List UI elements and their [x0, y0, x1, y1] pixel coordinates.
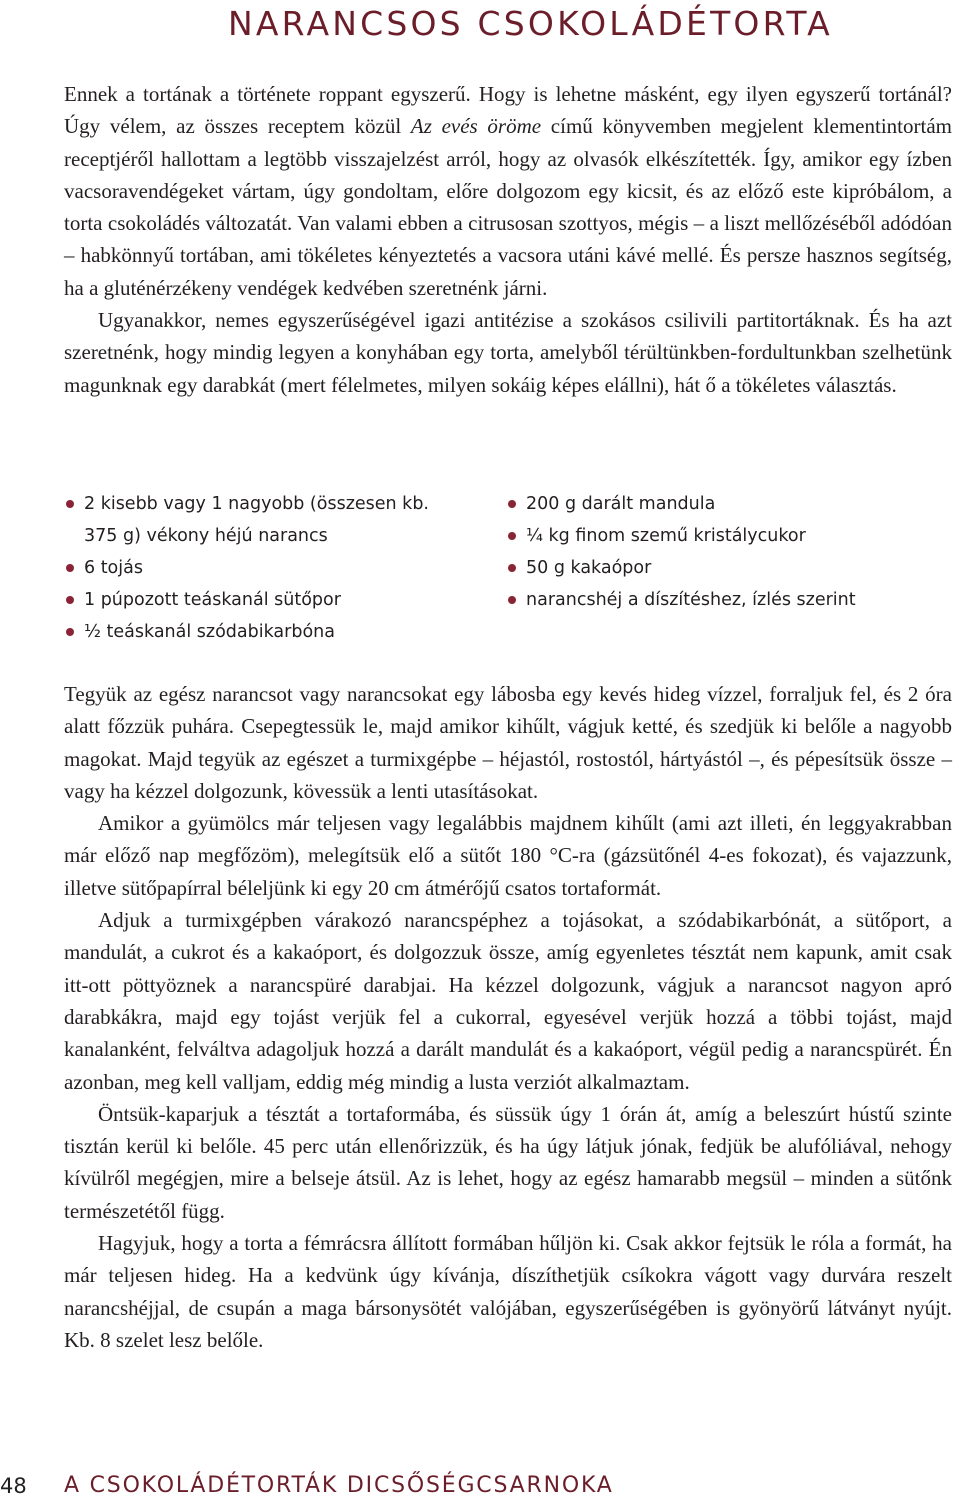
bullet-icon	[508, 500, 516, 508]
method-paragraph-3: Adjuk a turmixgépben várakozó narancspéphez a tojásokat, a szódabikarbónát, a sütőport, a mandulát, a cukrot és a kakaóport, és dolgozzuk össze, amíg egyenletes tésztát nem kapunk, amit csak itt-ott pöttyöznek a narancspüré darabjai. Ha kézzel dolgozunk, vágjuk a narancsot nagyon apró darabkákra, majd egy tojást verjük fel a cukorral, egyesével verjük hozzá a többi tojást, majd kanalanként, felváltva adagoljuk hozzá a darált mandulát és a kakaóport, végül pedig a narancspürét. Én azonban, meg kell valljam, eddig még mindig a lusta verziót alkalmaztam.	[64, 908, 952, 1094]
ingredient-item: 6 tojás	[64, 552, 474, 584]
page-number: 48	[0, 1474, 27, 1498]
ingredient-item: 2 kisebb vagy 1 nagyobb (összesen kb.	[64, 488, 474, 520]
ingredient-column-left	[64, 488, 474, 648]
bullet-icon	[508, 532, 516, 540]
bullet-icon	[508, 564, 516, 572]
bullet-icon	[508, 596, 516, 604]
method-paragraph-1: Tegyük az egész narancsot vagy narancsokat egy lábosba egy kevés hideg vízzel, forraljuk fel, és 2 óra alatt főzzük puhára. Csepegtessük le, majd amikor kihűlt, vágjuk ketté, és szedjük ki belőle a nagyobb magokat. Majd tegyük az egészet a turmixgépbe – héjastól, rostostól, hártyástól –, és pépesítsük össze – vagy ha kézzel dolgozunk, kövessük a lenti utasításokat.	[64, 682, 952, 803]
ingredient-item: 200 g darált mandula	[506, 488, 946, 520]
section-title: A CSOKOLÁDÉTORTÁK DICSŐSÉGCSARNOKA	[64, 1473, 614, 1498]
recipe-title: NARANCSOS CSOKOLÁDÉTORTA	[228, 4, 833, 43]
intro-paragraph-2: Ugyanakkor, nemes egyszerűségével igazi antitézise a szokásos csilivili partitortáknak. És ha azt szeretnénk, hogy mindig legyen a konyhában egy torta, amelyből térültünkben-fordultunkban szelhetünk magunknak egy darabkát (mert félelmetes, milyen sokáig képes elállni), hát ő a tökéletes választás.	[64, 308, 952, 397]
method-paragraph-5: Hagyjuk, hogy a torta a fémrácsra állított formában hűljön ki. Csak akkor fejtsük le róla a formát, ha már teljesen hideg. Ha a kedvünk úgy kívánja, díszíthetjük csíkokra vágott vagy durvára reszelt narancshéjjal, de csupán a maga bársonysötét valójában, egyszerűségében is gyönyörű látványt nyújt. Kb. 8 szelet lesz belőle.	[64, 1231, 952, 1352]
intro-paragraph-1: Ennek a tortának a története roppant egyszerű. Hogy is lehetne másként, egy ilyen egyszerű tortánál? Úgy vélem, az összes receptem közül Az evés öröme című könyvemben megjelent klementintortám receptjéről hallottam a legtöbb visszajelzést arról, hogy az olvasók elkészítették. Így, amikor egy ízben vacsoravendégeket vártam, úgy gondoltam, előre dolgozom egy kicsit, és az előző este kipróbálom, a torta csokoládés változatát. Van valami ebben a citrusosan szottyos, mégis – a liszt mellőzéséből adódóan – habkönnyű tortában, ami tökéletes kényeztetés a vacsora utáni kávé mellé. És persze hasznos segítség, ha a gluténérzékeny vendégek kedvében szeretnénk járni.	[64, 82, 952, 300]
bullet-icon	[66, 596, 74, 604]
bullet-icon	[66, 500, 74, 508]
intro-text	[64, 78, 952, 401]
book-title: Az evés öröme	[410, 114, 542, 139]
bullet-icon	[66, 564, 74, 572]
ingredient-item: ½ teáskanál szódabikarbóna	[64, 616, 474, 648]
ingredient-item-continuation: 375 g) vékony héjú narancs	[84, 526, 328, 546]
ingredient-item: 1 púpozott teáskanál sütőpor	[64, 584, 474, 616]
method-paragraph-2: Amikor a gyümölcs már teljesen vagy legalábbis majdnem kihűlt (ami azt illeti, én leggyakrabban már előző nap megfőzöm), melegítsük elő a sütőt 180 °C-ra (gázsütőnél 4-es fokozat), és vajazzunk, illetve sütőpapírral béleljünk ki egy 20 cm átmérőjű csatos tortaformát.	[64, 811, 952, 900]
ingredient-item: ¼ kg finom szemű kristálycukor	[506, 520, 946, 552]
ingredient-list	[64, 488, 952, 658]
ingredient-column-right	[506, 488, 946, 616]
ingredient-item: narancshéj a díszítéshez, ízlés szerint	[506, 584, 946, 616]
ingredient-item: 50 g kakaópor	[506, 552, 946, 584]
method-text	[64, 678, 952, 1356]
bullet-icon	[66, 628, 74, 636]
method-paragraph-4: Öntsük-kaparjuk a tésztát a tortaformába, és süssük úgy 1 órán át, amíg a beleszúrt hústű szinte tisztán kerül ki belőle. 45 perc után ellenőrizzük, és ha úgy látjuk jónak, fedjük be alufóliával, nehogy kívülről megégjen, mire a belseje átsül. Az is lehet, hogy az egész hamarabb megsül – minden a sütőnk természetétől függ.	[64, 1101, 952, 1223]
